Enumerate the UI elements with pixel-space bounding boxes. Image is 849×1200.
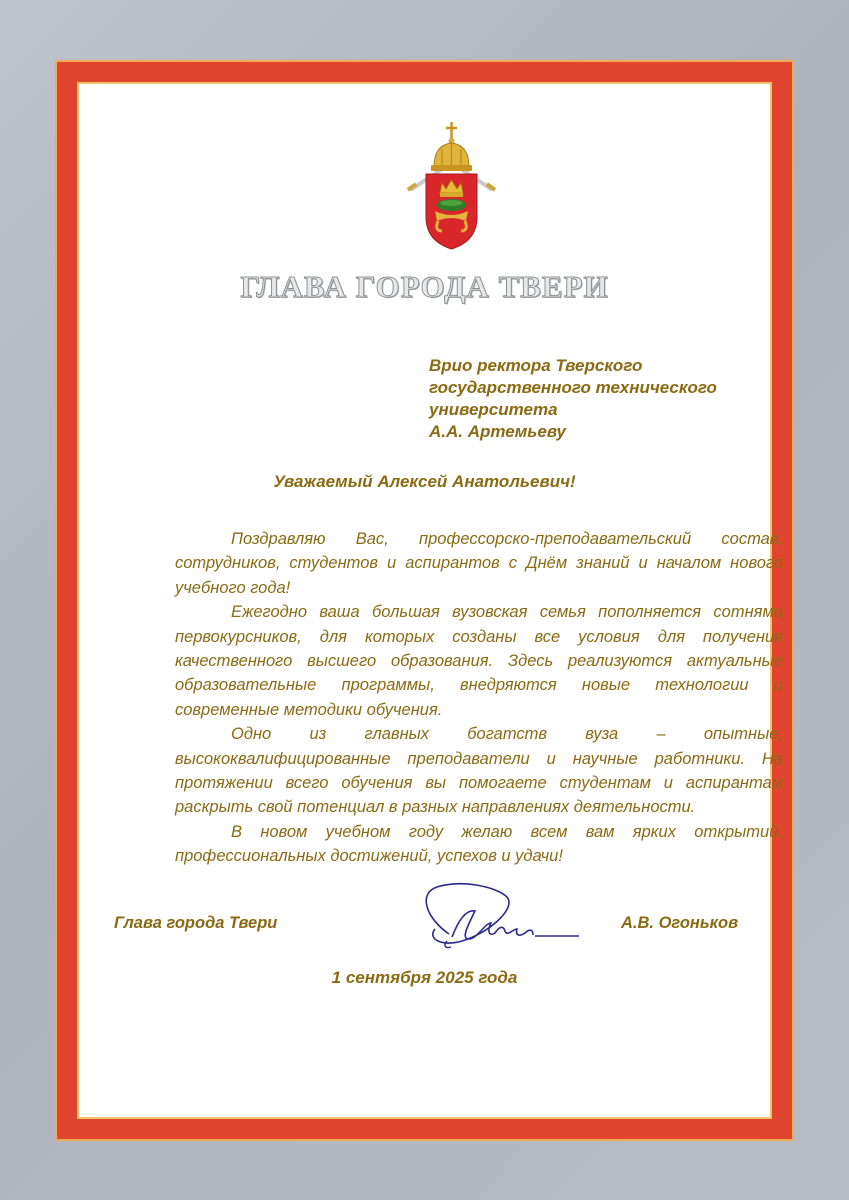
signatory-name: А.В. Огоньков (621, 914, 739, 932)
letter-date: 1 сентября 2025 года (331, 968, 518, 987)
letter-body (175, 527, 783, 869)
salutation: Уважаемый Алексей Анатольевич! (273, 472, 576, 491)
body-paragraph: Одно из главных богатств вуза – опытные, высококвалифицированные преподаватели и научные работники. На протяжении всего обучения вы помогаете студентам и аспирантам раскрыть свой потенциал в разных направлениях деятельности. (175, 725, 783, 817)
signature-icon (357, 879, 587, 959)
red-border-frame (55, 60, 794, 1141)
body-paragraph: В новом учебном году желаю всем вам ярких открытий, профессиональных достижений, успехов и удачи! (175, 822, 783, 866)
addressee-line: государственного технического (429, 378, 717, 397)
body-paragraph: Ежегодно ваша большая вузовская семья пополняется сотнями первокурсников, для которых созданы все условия для получения качественного высшего образования. Здесь реализуются актуальные образовательные программы, внедряются новые технологии и современные методики обучения. (175, 603, 783, 719)
letterhead-title: ГЛАВА ГОРОДА ТВЕРИ (240, 269, 609, 304)
addressee-line: университета (429, 400, 558, 419)
gold-border-frame (77, 82, 783, 1119)
addressee-line: А.А. Артемьеву (429, 422, 566, 441)
addressee-line: Врио ректора Тверского (429, 356, 643, 375)
addressee-block (429, 355, 789, 443)
signatory-title: Глава города Твери (114, 914, 278, 932)
body-paragraph: Поздравляю Вас, профессорско-преподавательский состав, сотрудников, студентов и аспирантов с Днём знаний и началом нового учебного года! (175, 530, 783, 597)
coat-of-arms-icon (404, 119, 499, 254)
letter-page (79, 84, 783, 1117)
